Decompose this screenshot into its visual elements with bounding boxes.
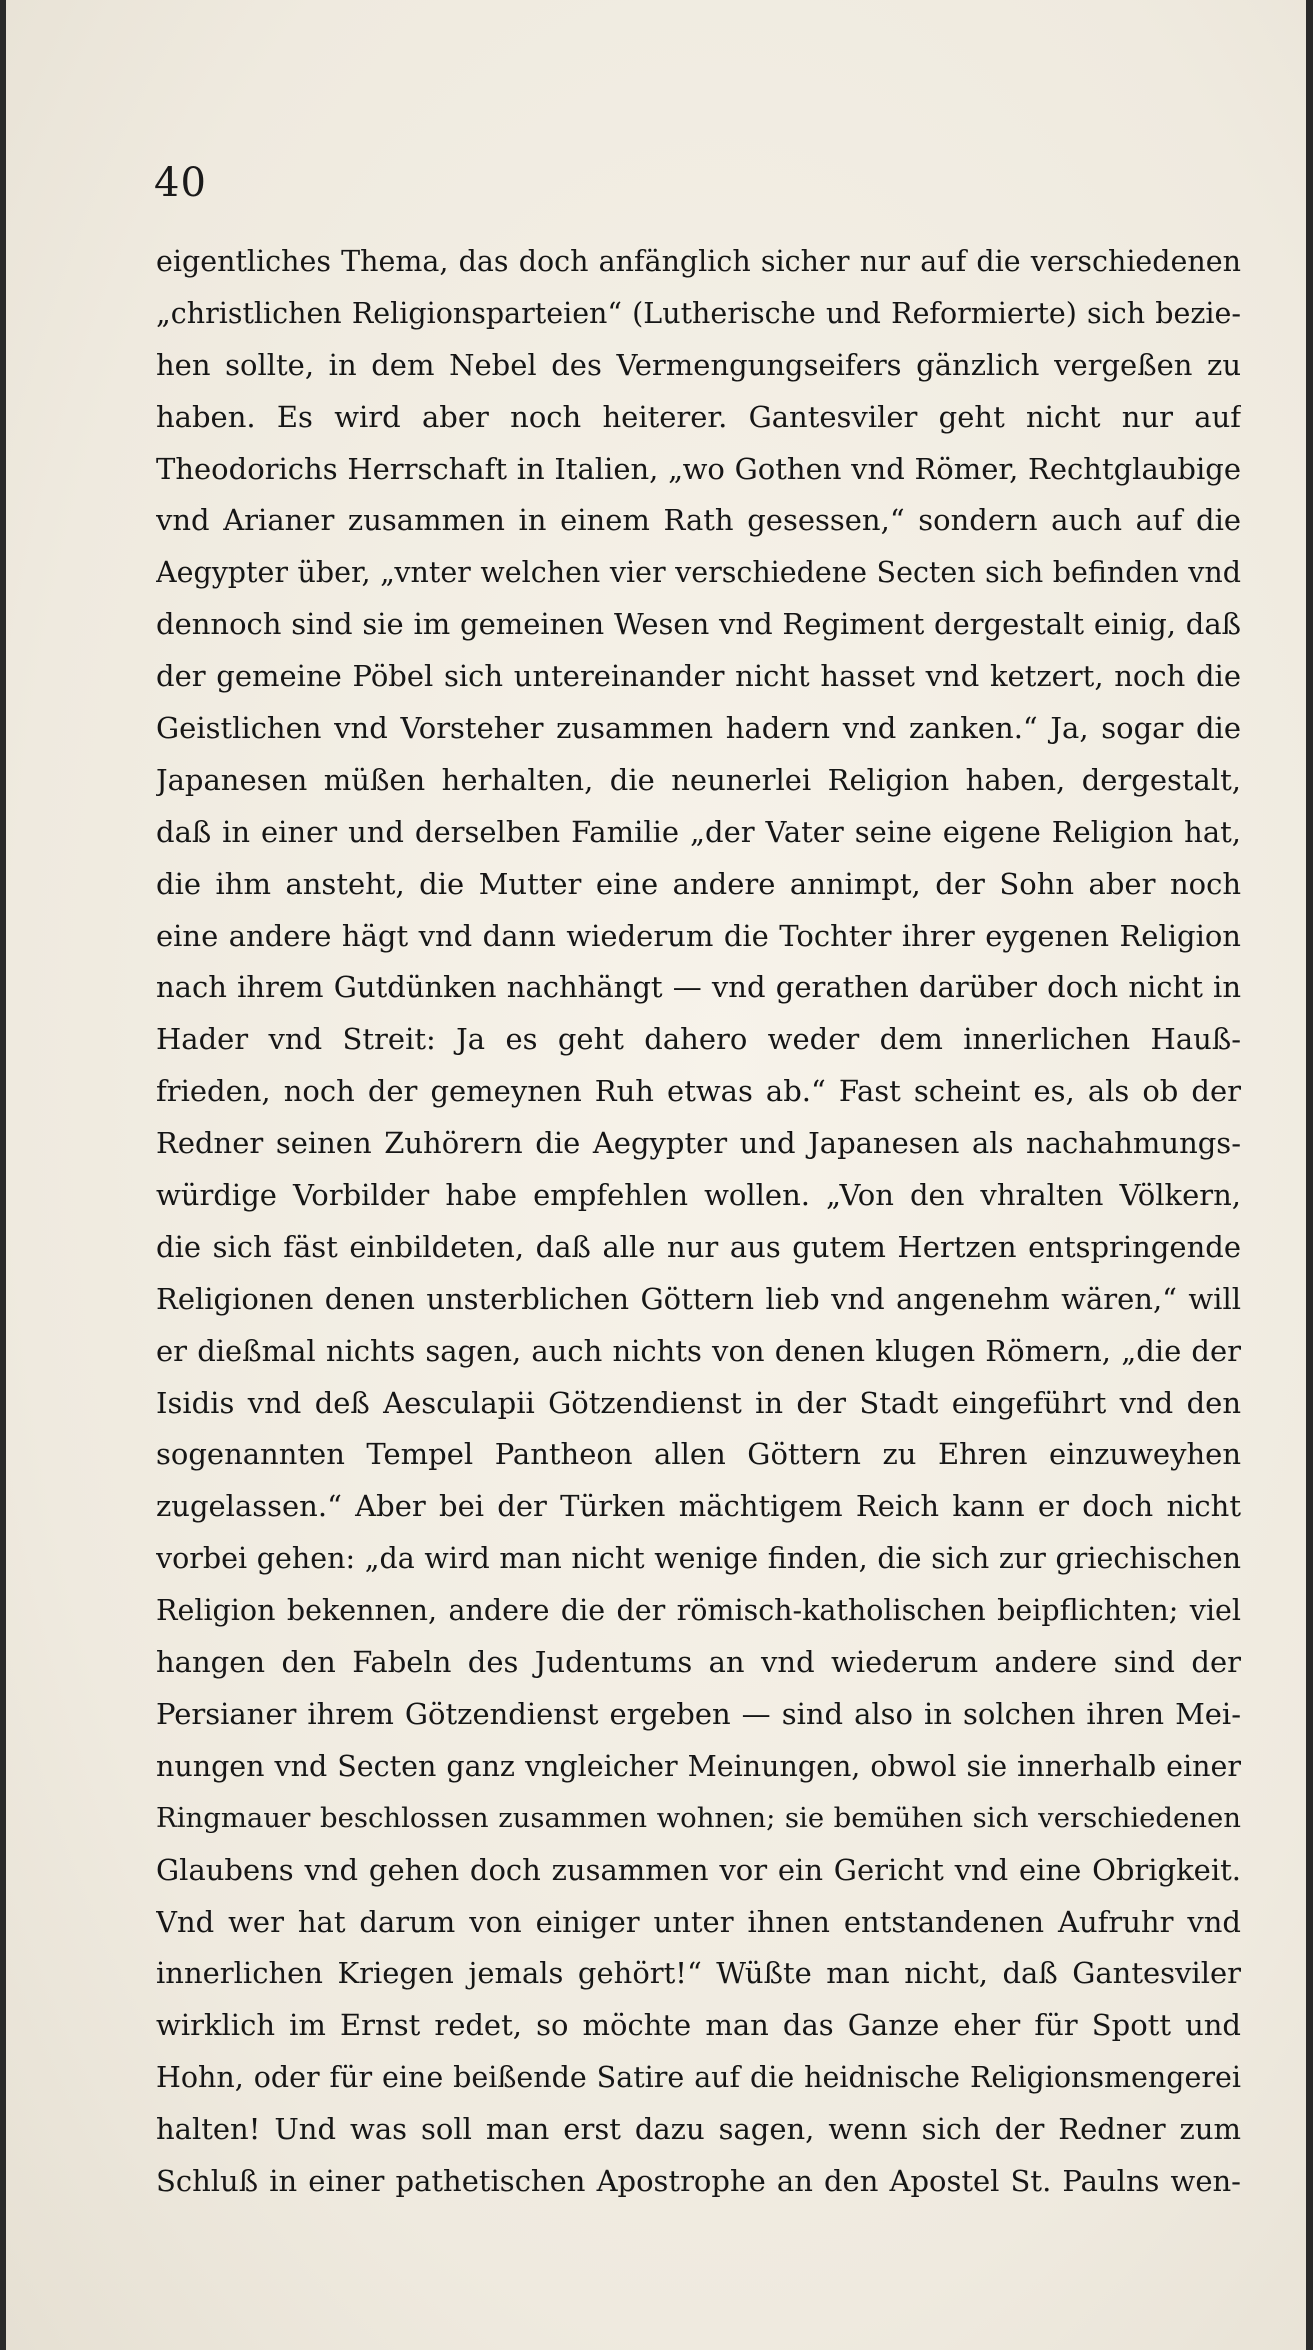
text-line: Glaubens vnd gehen doch zusammen vor ein Gericht vnd eine Obrigkeit. [156,1852,1241,1887]
text-line: Japanesen müßen herhalten, die neunerlei Religion haben, dergestalt, [156,762,1241,797]
text-line: der gemeine Pöbel sich untereinander nicht hasset vnd ketzert, noch die [156,659,1241,694]
text-line: er dießmal nichts sagen, auch nichts von denen klugen Römern, „die der [156,1333,1241,1368]
text-line: Aegypter über, „vnter welchen vier verschiedene Secten sich befinden vnd [156,556,1241,590]
text-line: Vnd wer hat darum von einiger unter ihnen entstandenen Aufruhr vnd [156,1904,1241,1939]
text-line: daß in einer und derselben Familie „der Vater seine eigene Religion hat, [156,814,1241,849]
text-line: Ringmauer beschlossen zusammen wohnen; sie bemühen sich verschiedenen [156,1801,1241,1834]
text-line: eine andere hägt vnd dann wiederum die Tochter ihrer eygenen Religion [156,918,1241,953]
text-line: Theodorichs Herrschaft in Italien, „wo Gothen vnd Römer, Rechtglaubige [156,451,1241,486]
text-line: die ihm ansteht, die Mutter eine andere annimpt, der Sohn aber noch [156,866,1241,901]
text-line: Schluß in einer pathetischen Apostrophe an den Apostel St. Paulns wen- [156,2163,1241,2198]
text-line: innerlichen Kriegen jemals gehört!“ Wüßte man nicht, daß Gantesviler [156,1956,1241,1991]
book-page [6,0,1306,2350]
text-line: Hader vnd Streit: Ja es geht dahero weder dem innerlichen Hauß- [156,1022,1241,1057]
text-line: sogenannten Tempel Pantheon allen Göttern zu Ehren einzuweyhen [156,1437,1241,1472]
text-line: vnd Arianer zusammen in einem Rath gesessen,“ sondern auch auf die [156,503,1241,538]
text-line: dennoch sind sie im gemeinen Wesen vnd Regiment dergestalt einig, daß [156,607,1241,642]
text-line: nach ihrem Gutdünken nachhängt — vnd gerathen darüber doch nicht in [156,970,1241,1005]
text-line: Isidis vnd deß Aesculapii Götzendienst in der Stadt eingeführt vnd den [156,1385,1241,1420]
text-line: Religion bekennen, andere die der römisch-katholischen beipflichten; viel [156,1594,1241,1628]
text-line: die sich fäst einbildeten, daß alle nur aus gutem Hertzen entspringende [156,1229,1241,1264]
text-line: halten! Und was soll man erst dazu sagen, wenn sich der Redner zum [156,2112,1241,2147]
text-line: hen sollte, in dem Nebel des Vermengungseifers gänzlich vergeßen zu [156,347,1241,382]
text-line: haben. Es wird aber noch heiterer. Gantesviler geht nicht nur auf [156,399,1241,434]
text-line: Geistlichen vnd Vorsteher zusammen hadern vnd zanken.“ Ja, sogar die [156,711,1241,746]
text-line: Persianer ihrem Götzendienst ergeben — sind also in solchen ihren Mei- [156,1696,1241,1731]
text-line: wirklich im Ernst redet, so möchte man das Ganze eher für Spott und [156,2008,1241,2043]
text-line: vorbei gehen: „da wird man nicht wenige finden, die sich zur griechischen [156,1542,1241,1576]
text-line: hangen den Fabeln des Judentums an vnd wiederum andere sind der [156,1645,1241,1680]
text-line: frieden, noch der gemeynen Ruh etwas ab.“ Fast scheint es, als ob der [156,1074,1241,1109]
text-line: Redner seinen Zuhörern die Aegypter und Japanesen als nachahmungs- [156,1126,1241,1161]
text-line: Hohn, oder für eine beißende Satire auf die heidnische Religionsmengerei [156,2061,1241,2095]
text-line: „christlichen Religionsparteien“ (Lutherische und Reformierte) sich bezie- [156,296,1241,330]
text-line: zugelassen.“ Aber bei der Türken mächtigem Reich kann er doch nicht [156,1489,1241,1524]
text-line: würdige Vorbilder habe empfehlen wollen. „Von den vhralten Völkern, [156,1178,1241,1213]
text-line: Religionen denen unsterblichen Göttern lieb vnd angenehm wären,“ will [156,1281,1241,1316]
text-line: eigentliches Thema, das doch anfänglich sicher nur auf die verschiedenen [156,245,1241,278]
text-line: nungen vnd Secten ganz vngleicher Meinungen, obwol sie innerhalb einer [156,1749,1241,1783]
body-text [156,236,1241,2208]
page-number: 40 [154,160,207,206]
